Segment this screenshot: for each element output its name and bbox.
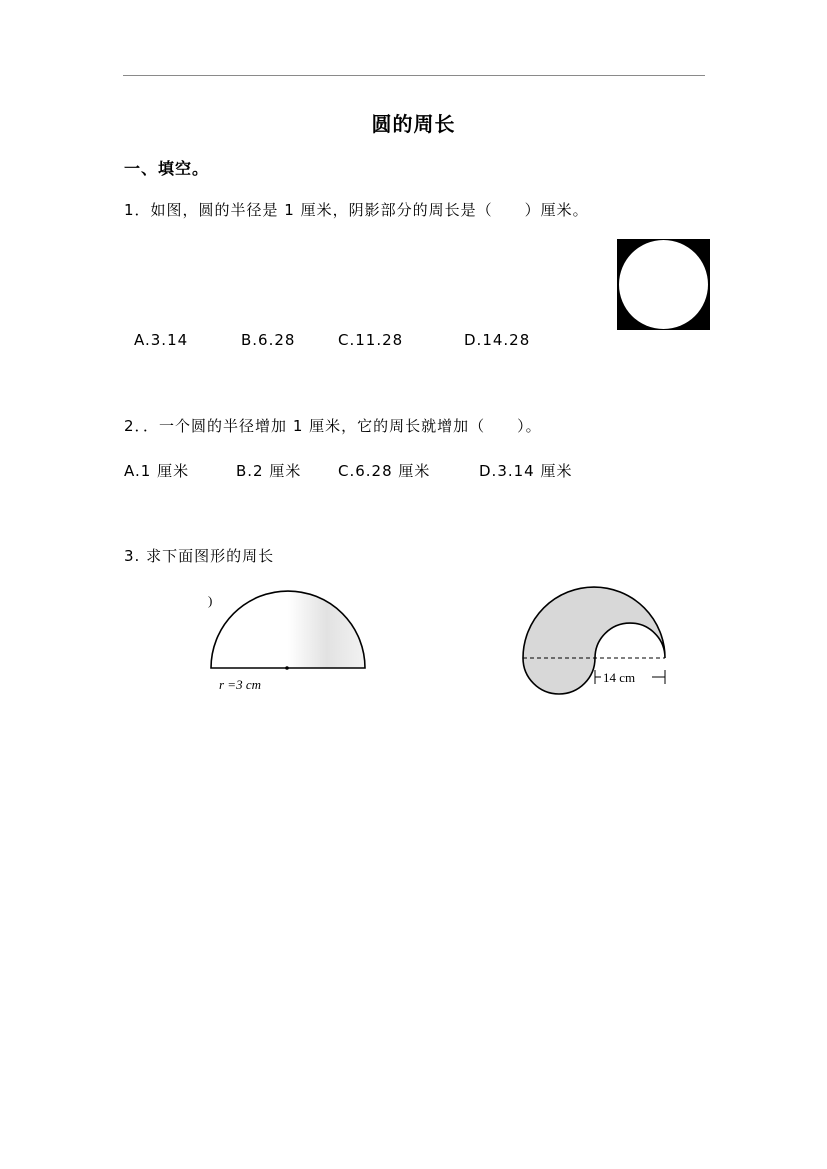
composite-arc-figure (515, 585, 680, 700)
question-3-text: 3. 求下面图形的周长 (124, 547, 275, 565)
shaded-region (523, 587, 665, 694)
inscribed-circle (619, 240, 708, 329)
semicircle-corner-mark: ) (208, 593, 213, 608)
question-2-option-b: B.2 厘米 (236, 462, 302, 480)
center-dot (285, 666, 289, 670)
question-1-option-a: A.3.14 (134, 331, 189, 349)
question-1-text: 1．如图，圆的半径是 1 厘米，阴影部分的周长是（ ）厘米。 (124, 201, 589, 219)
question-2-text: 2．．一个圆的半径增加 1 厘米，它的周长就增加（ ）。 (124, 417, 542, 435)
question-2-option-a: A.1 厘米 (124, 462, 190, 480)
radius-label: r =3 cm (219, 677, 261, 692)
question-1-option-d: D.14.28 (464, 331, 531, 349)
dimension-label: 14 cm (603, 670, 636, 685)
question-2-option-c: C.6.28 厘米 (338, 462, 431, 480)
page-title: 圆的周长 (371, 112, 456, 136)
question-2-option-d: D.3.14 厘米 (479, 462, 573, 480)
question-1-option-c: C.11.28 (338, 331, 404, 349)
shaded-square-circle-figure (617, 239, 710, 330)
section-heading: 一、填空。 (124, 159, 210, 178)
semicircle-shape (211, 591, 365, 668)
question-1-option-b: B.6.28 (241, 331, 296, 349)
header-rule (123, 75, 705, 76)
semicircle-figure (200, 585, 375, 695)
